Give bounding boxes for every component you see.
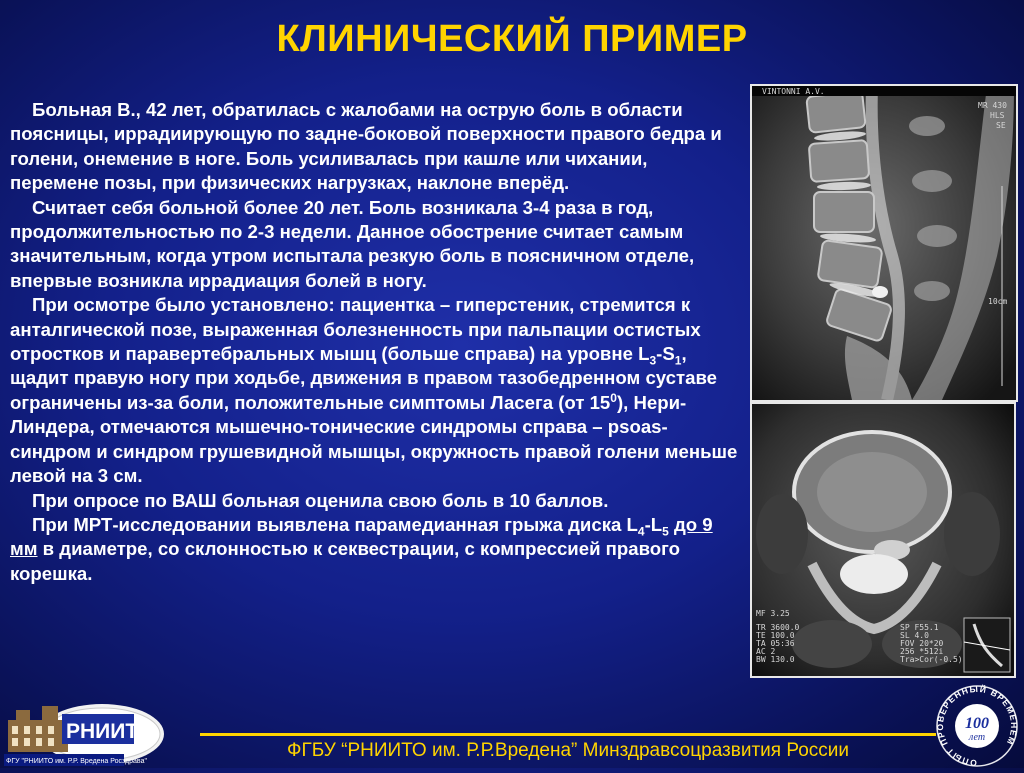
mri-sagittal-image bbox=[750, 84, 1018, 402]
mri-seq-5: Tra>Cor(-0.5) bbox=[900, 655, 963, 664]
mri-tag-2: HLS bbox=[990, 111, 1005, 120]
footer-institution: ФГБУ “РНИИТО им. Р.Р.Вредена” Минздравсоцразвития России bbox=[287, 740, 849, 761]
paragraph-mri: При МРТ-исследовании выявлена парамедианная грыжа диска $L_4-L_5$ до 9 мм в диаметре, со склонностью к секвестрации, с компрессией правого корешка. bbox=[10, 513, 713, 584]
rniito-logo bbox=[2, 698, 168, 768]
emblem-number: 100 bbox=[965, 715, 989, 732]
mri-param-1: TR 3600.0 bbox=[756, 623, 800, 632]
paragraph-complaints: Больная В., 42 лет, обратилась с жалобами на острую боль в области поясницы, иррадиирующую по задне-боковой поверхности правого бедра и голени, онемение в ноге. Боль усиливалась при кашле или чихании, перемене позы, при физических нагрузках, наклоне вперёд. bbox=[10, 99, 722, 194]
slide-title: КЛИНИЧЕСКИЙ ПРИМЕР bbox=[276, 18, 748, 60]
mri-seq-1: SP F55.1 bbox=[900, 623, 939, 632]
mri-axial-image bbox=[750, 402, 1016, 678]
emblem-ring-text: ОПЫТ ПРОВЕРЕННЫЙ ВРЕМЕНЕМ bbox=[934, 684, 1020, 768]
mri-param-2: TE 100.0 bbox=[756, 631, 795, 640]
mri-seq-4: 256 *512i bbox=[900, 647, 944, 656]
mri-param-5: BW 130.0 bbox=[756, 655, 795, 664]
logo-left-caption: ФГУ "РНИИТО им. Р.Р. Вредена Росздрава" bbox=[6, 758, 147, 765]
mri-param-4: AC 2 bbox=[756, 647, 776, 656]
paragraph-vas: При опросе по ВАШ больная оценила свою боль в 10 баллов. bbox=[32, 489, 609, 511]
mri-patient-name: VINTONNI A.V. bbox=[762, 87, 825, 96]
emblem-word: лет bbox=[968, 732, 986, 743]
mri-scale-label: 10cm bbox=[988, 297, 1008, 306]
paragraph-history: Считает себя больной более 20 лет. Боль возникала 3-4 раза в год, продолжительностью по 2-3 недели. Данное обострение считает самым значительным, когда утром испытала резкую боль в поясничном отделе, впервые возникла иррадиация болей в ногу. bbox=[10, 196, 695, 291]
mri-seq-2: SL 4.0 bbox=[900, 631, 929, 640]
anniversary-emblem bbox=[932, 684, 1022, 768]
logo-left-label: РНИИТО bbox=[66, 720, 154, 743]
mri-param-3: TA 05:36 bbox=[756, 639, 795, 648]
footer-divider bbox=[200, 733, 936, 736]
mri-tag-3: SE bbox=[996, 121, 1006, 130]
paragraph-examination: При осмотре было установлено: пациентка – гиперстеник, стремится к анталгической позе, выраженная болезненность при пальпации остистых отростков и паравертебральных мышц (больше справа) на уровне $L_3-S_1$, щадит правую ногу при ходьбе, движения в правом тазобедренном суставе ограничены из-за боли, положительные симптомы Ласега (от $15^0$), Нери-Линдера, отмечаются мышечно-тонические синдромы справа – psoas-синдром и синдром грушевидной мышцы, окружность правой голени меньше левой на 3 см. bbox=[10, 294, 738, 487]
mri-seq-3: FOV 20*20 bbox=[900, 639, 944, 648]
mri-tag-1: MR 430 bbox=[978, 101, 1007, 110]
mri-mf: MF 3.25 bbox=[756, 609, 790, 618]
case-description bbox=[10, 98, 738, 586]
